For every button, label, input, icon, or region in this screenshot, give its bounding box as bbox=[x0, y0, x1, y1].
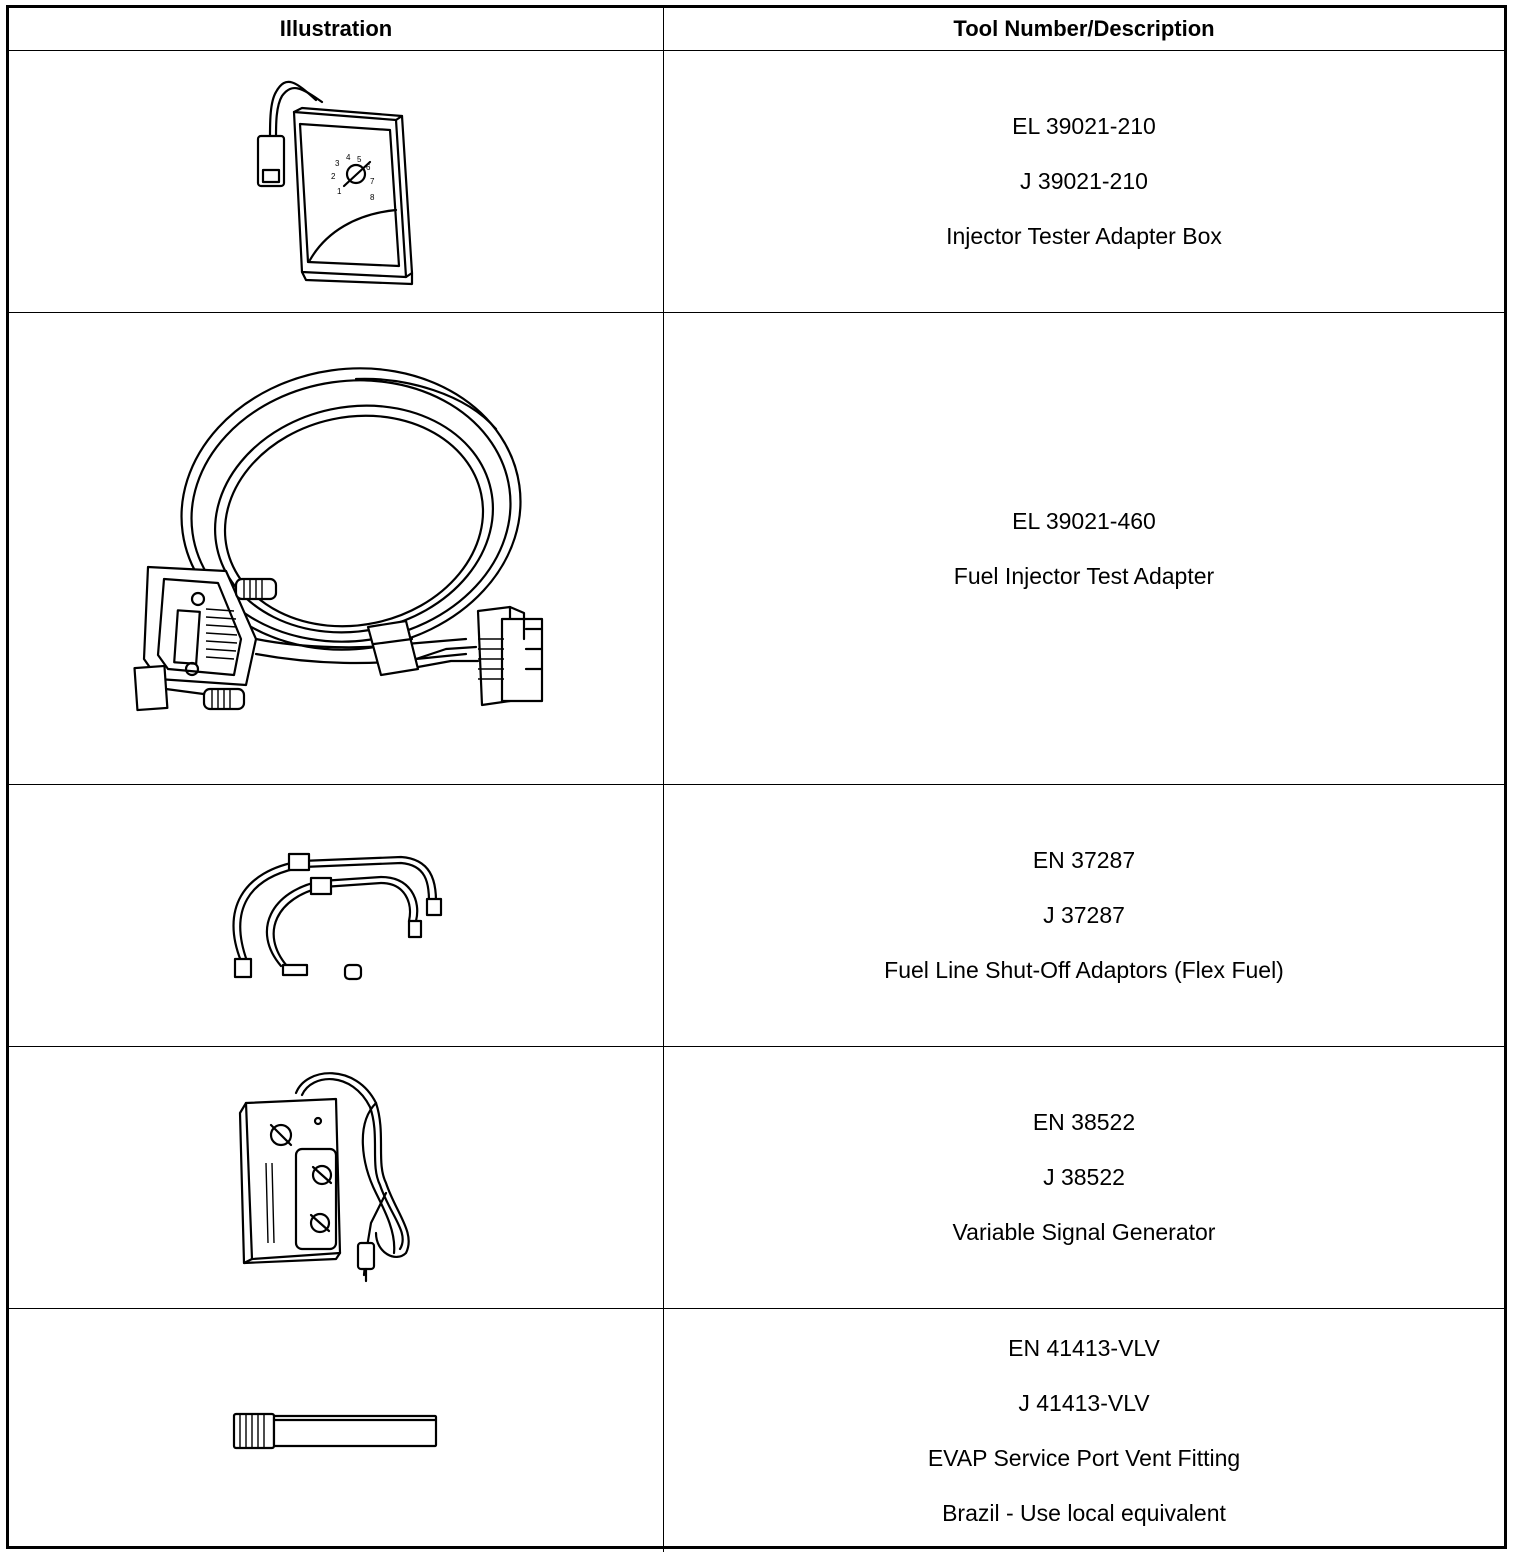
tool-description-5: EVAP Service Port Vent Fitting bbox=[927, 1444, 1241, 1471]
tool-note-brazil: Brazil - Use local equivalent bbox=[942, 1499, 1226, 1526]
dial-number-7: 7 bbox=[370, 176, 375, 186]
tool-number-j-38522: J 38522 bbox=[1043, 1164, 1125, 1190]
description-cell-4 bbox=[664, 1047, 1504, 1309]
tool-number-j-39021-210: J 39021-210 bbox=[1020, 168, 1148, 194]
illustration-cell-1 bbox=[9, 51, 664, 313]
tool-number-j-41413-vlv: J 41413-VLV bbox=[1018, 1389, 1150, 1416]
illustration-cell-5 bbox=[9, 1309, 664, 1552]
header-illustration: Illustration bbox=[9, 8, 664, 51]
description-cell-2 bbox=[664, 313, 1504, 785]
tool-description-3: Fuel Line Shut-Off Adaptors (Flex Fuel) bbox=[884, 957, 1284, 983]
variable-signal-generator-drawing bbox=[236, 1063, 436, 1293]
description-cell-3 bbox=[664, 785, 1504, 1047]
illustration-cell-2 bbox=[9, 313, 664, 785]
header-tool-description: Tool Number/Description bbox=[664, 8, 1504, 51]
tool-number-j-37287: J 37287 bbox=[1043, 902, 1125, 928]
tools-table bbox=[6, 5, 1507, 1549]
dial-number-1: 1 bbox=[337, 186, 342, 196]
dial-number-8: 8 bbox=[370, 192, 375, 202]
description-cell-1 bbox=[664, 51, 1504, 313]
evap-service-port-vent-fitting-drawing bbox=[226, 1406, 446, 1456]
dial-number-2: 2 bbox=[331, 171, 336, 181]
injector-tester-adapter-box-drawing bbox=[236, 62, 436, 302]
dial-number-3: 3 bbox=[335, 158, 340, 168]
dial-number-6: 6 bbox=[366, 162, 371, 172]
fuel-line-shut-off-adaptors-drawing bbox=[221, 841, 451, 991]
tool-description-1: Injector Tester Adapter Box bbox=[946, 223, 1222, 249]
tool-number-en-37287: EN 37287 bbox=[1032, 847, 1136, 873]
description-cell-5 bbox=[664, 1309, 1504, 1552]
fuel-injector-test-adapter-cable-drawing bbox=[106, 349, 566, 749]
tool-description-4: Variable Signal Generator bbox=[952, 1219, 1216, 1245]
dial-number-5: 5 bbox=[357, 154, 362, 164]
tool-number-en-38522: EN 38522 bbox=[1032, 1109, 1136, 1135]
illustration-cell-4 bbox=[9, 1047, 664, 1309]
illustration-cell-3 bbox=[9, 785, 664, 1047]
tool-number-el-39021-460: EL 39021-460 bbox=[1012, 507, 1156, 534]
tool-number-el-39021-210: EL 39021-210 bbox=[1012, 113, 1156, 139]
tool-description-2: Fuel Injector Test Adapter bbox=[953, 562, 1215, 589]
tool-number-en-41413-vlv: EN 41413-VLV bbox=[1008, 1334, 1160, 1361]
dial-number-4: 4 bbox=[346, 152, 351, 162]
